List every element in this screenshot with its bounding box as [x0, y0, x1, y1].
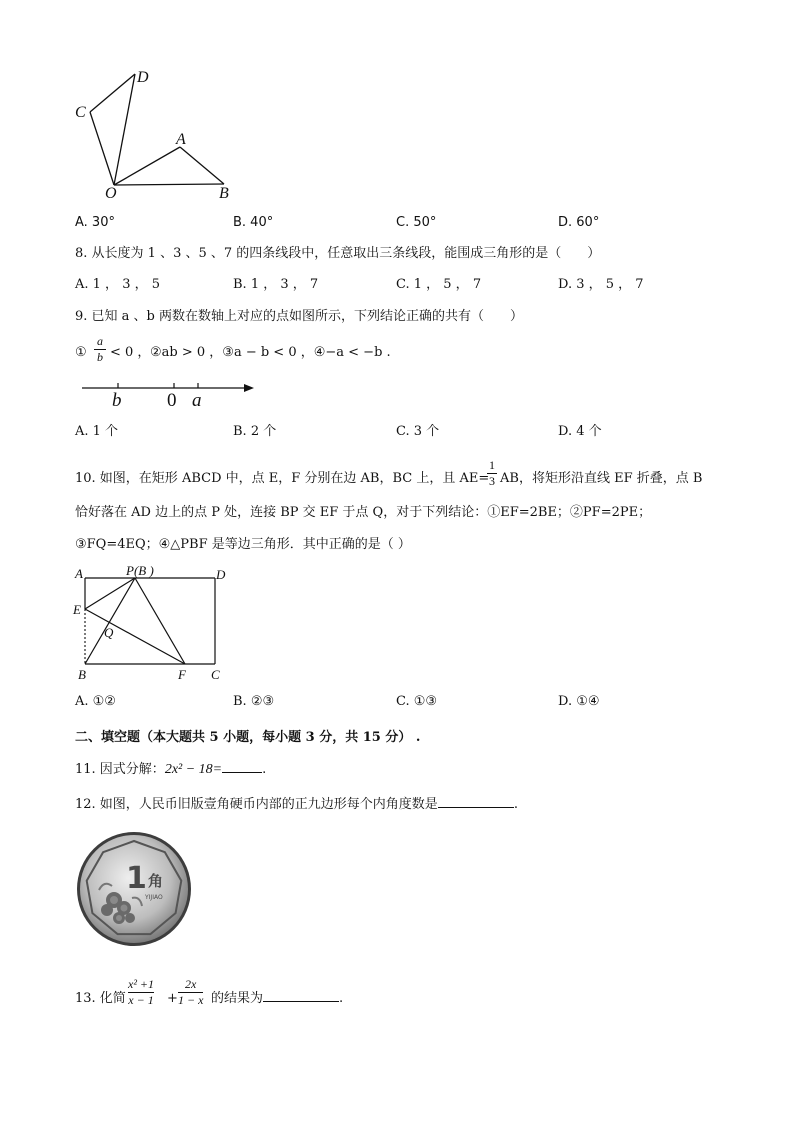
q10-label-e: E — [73, 602, 81, 617]
q9-cond1-fraction — [94, 335, 106, 363]
q11-period: . — [262, 762, 267, 777]
q10-line2: 恰好落在 AD 边上的点 P 处，连接 BP 交 EF 于点 Q，对于下列结论：①EF=2BE；②PF=2PE； — [75, 505, 652, 520]
q10-line1-a: 10. 如图，在矩形 ABCD 中，点 E，F 分别在边 AB，BC 上，且 AE= — [75, 471, 490, 486]
q12-coin-char: 角 — [148, 872, 164, 890]
q7-option-d: D. 60° — [558, 215, 600, 230]
q9-option-a: A. 1 个 — [75, 424, 119, 439]
q9-nl-label-a: a — [192, 390, 202, 411]
q9-cond-rest: ②ab > 0 ，③a − b < 0 ，④−a < −b . — [150, 345, 391, 360]
q10-option-b: B. ②③ — [233, 694, 275, 709]
q10-label-b: B — [78, 667, 86, 682]
q10-rectangle-figure — [80, 572, 225, 672]
q8-option-c: C. 1 ， 5 ， 7 — [396, 277, 482, 292]
q9-option-b: B. 2 个 — [233, 424, 277, 439]
section2-heading: 二、填空题（本大题共 5 小题，每小题 3 分，共 15 分） . — [75, 730, 421, 745]
q13-fraction-1 — [128, 978, 154, 1006]
q13-period: . — [339, 991, 344, 1006]
q7-angle-figure — [70, 66, 240, 206]
q10-label-f: F — [178, 667, 186, 682]
q8-option-d: D. 3 ， 5 ， 7 — [558, 277, 644, 292]
q10-label-c: C — [211, 667, 220, 682]
q9-cond1-marker: ① — [75, 345, 87, 360]
q10-option-a: A. ①② — [75, 694, 116, 709]
q10-frac-num: 1 — [489, 458, 495, 472]
q13-f1-num: x² +1 — [128, 977, 155, 991]
q7-option-a: A. 30° — [75, 215, 115, 230]
q7-label-d: D — [137, 69, 149, 86]
q8-option-b: B. 1 ， 3 ， 7 — [233, 277, 319, 292]
q11-answer-blank[interactable] — [222, 772, 262, 773]
q7-option-c: C. 50° — [396, 215, 437, 230]
q9-cond1-den: b — [97, 349, 103, 364]
q11-expression: 2x² − 18= — [164, 762, 223, 777]
q12-stem: 12. 如图，人民币旧版壹角硬币内部的正九边形每个内角度数是 — [75, 797, 438, 812]
q10-label-p: P(B ) — [126, 563, 154, 578]
q13-f2-den: 1 − x — [178, 992, 204, 1007]
q12-coin-image — [74, 830, 194, 948]
q10-option-d: D. ①④ — [558, 694, 600, 709]
q13-stem-b: 的结果为 — [211, 991, 264, 1006]
q12-line — [75, 798, 518, 811]
q13-f1-den: x − 1 — [128, 992, 154, 1007]
q13-tail — [211, 992, 343, 1005]
q13-answer-blank[interactable] — [263, 1001, 339, 1002]
q10-fraction — [487, 459, 497, 487]
q10-option-c: C. ①③ — [396, 694, 438, 709]
q10-frac-den: 3 — [489, 473, 495, 488]
q8-stem: 8. 从长度为 1 、3 、5 、7 的四条线段中，任意取出三条线段，能围成三角形的是（ ） — [75, 246, 601, 261]
q7-label-o: O — [105, 185, 117, 202]
q12-period: . — [513, 797, 518, 812]
q11-stem: 11. 因式分解： — [75, 762, 165, 777]
q13-stem: 13. 化简 — [75, 991, 126, 1006]
q9-cond1-num: a — [97, 334, 103, 348]
q9-nl-label-0: 0 — [167, 390, 177, 411]
q9-nl-label-b: b — [112, 390, 122, 411]
q9-option-c: C. 3 个 — [396, 424, 440, 439]
q10-line1-b: AB，将矩形沿直线 EF 折叠，点 B — [500, 471, 703, 486]
q13-f2-num: 2x — [185, 977, 197, 991]
q10-line3: ③FQ=4EQ；④△PBF 是等边三角形．其中正确的是（ ） — [75, 537, 411, 552]
q7-label-a: A — [176, 131, 186, 148]
q12-coin-denomination: 1 — [126, 861, 147, 896]
q9-cond1-suffix: < 0 ， — [110, 345, 151, 360]
q11-line — [75, 763, 266, 777]
q9-option-d: D. 4 个 — [558, 424, 602, 439]
q13-plus: + — [167, 991, 178, 1006]
q9-stem: 9. 已知 a 、b 两数在数轴上对应的点如图所示，下列结论正确的共有（ ） — [75, 309, 524, 324]
q10-label-a: A — [75, 566, 83, 581]
q10-label-q: Q — [104, 625, 114, 640]
q12-answer-blank[interactable] — [438, 807, 514, 808]
q13-fraction-2 — [178, 978, 203, 1006]
q12-coin-pinyin: YIJIAO — [145, 894, 163, 901]
q8-option-a: A. 1 ， 3 ， 5 — [75, 277, 160, 292]
q7-option-b: B. 40° — [233, 215, 274, 230]
q7-label-c: C — [75, 104, 86, 121]
q7-label-b: B — [219, 185, 229, 202]
q10-label-d: D — [216, 567, 226, 582]
